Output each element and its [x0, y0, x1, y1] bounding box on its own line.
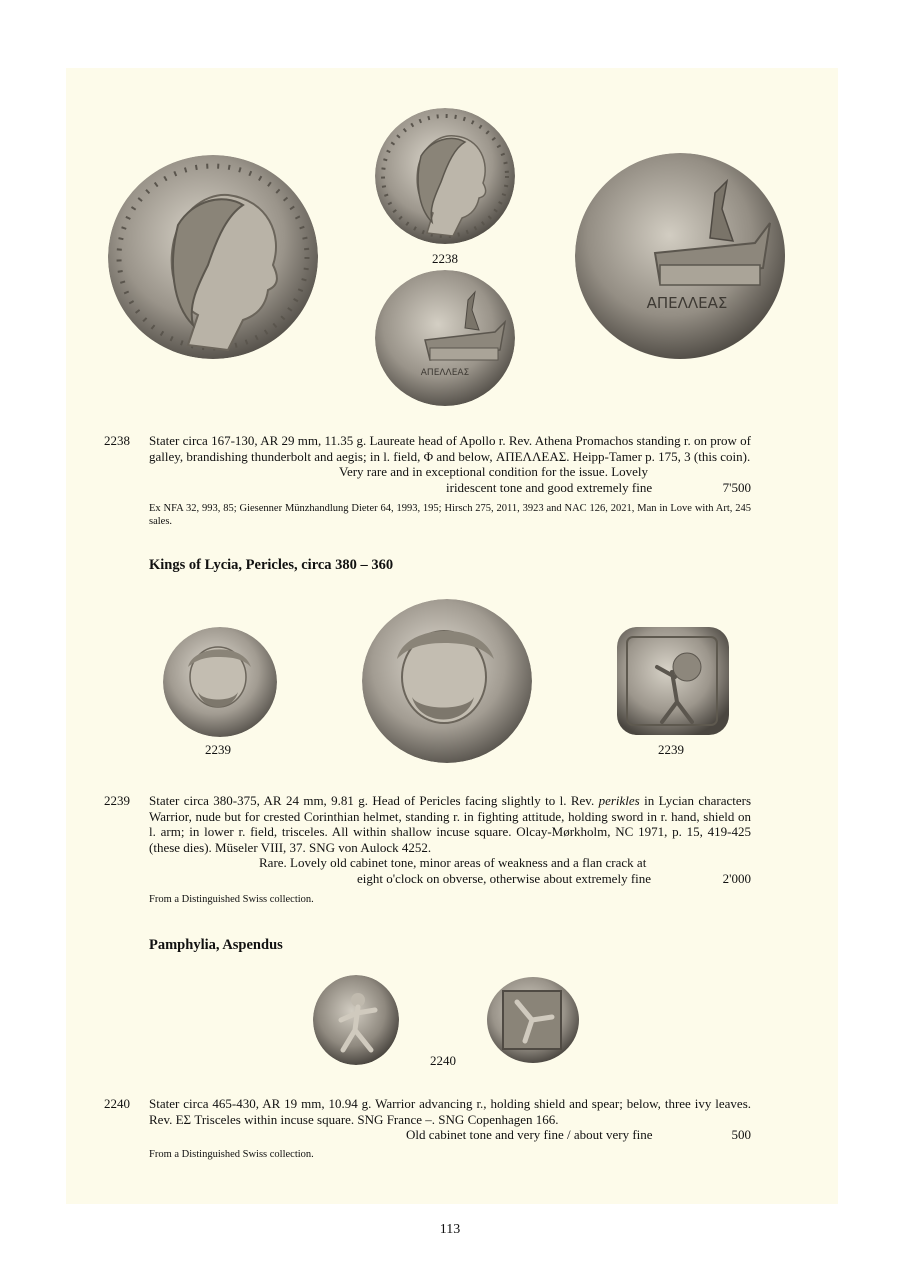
- section-heading: Kings of Lycia, Pericles, circa 380 – 360: [149, 557, 394, 573]
- lot-description: Stater circa 465-430, AR 19 mm, 10.94 g. Warrior advancing r., holding shield and spear; below, three ivy leaves. Rev. ΕΣ Trisceles within incuse square. SNG France –. SNG Copenhagen 166.: [149, 1096, 751, 1127]
- coin-2240-label: 2240: [430, 1053, 456, 1068]
- lot-description-part: Stater circa 380-375, AR 24 mm, 9.81 g. Head of Pericles facing slightly to l. Rev.: [149, 793, 599, 808]
- lot-number: 2240: [104, 1096, 130, 1111]
- coin-2238-obverse: [375, 108, 515, 244]
- lot-condition-line1: Very rare and in exceptional condition for the issue. Lovely: [339, 464, 649, 479]
- coin-2238-reverse-enlarged-legend: ΑΠΕΛΛΕΑΣ: [646, 294, 728, 312]
- coin-2238-reverse-enlarged: [575, 153, 786, 360]
- lot-condition-line1: Rare. Lovely old cabinet tone, minor areas of weakness and a flan crack at: [259, 855, 647, 870]
- lot-description-part: in Lycian characters Warrior, nude but for crested Corinthian helmet, standing r. in fighting attitude, holding sword in r. hand, shield on l. arm; in lower r. field, trisceles. All within shallow incuse square. Olcay-Mørkholm, NC 1971, p. 15, 419-425 (these dies). Müseler VIII, 37. SNG von Aulock 4252.: [149, 793, 752, 855]
- lot-description-italic: perikles: [598, 793, 640, 808]
- coin-2239-obverse: [163, 627, 277, 737]
- section-heading: Pamphylia, Aspendus: [149, 937, 283, 953]
- coin-2240-obverse: [313, 975, 399, 1065]
- lot-condition-line2: iridescent tone and good extremely fine: [446, 480, 653, 495]
- coin-2239-label-left: 2239: [205, 742, 231, 757]
- coin-2239-reverse: [617, 627, 729, 735]
- coin-2238-obverse-enlarged: [108, 155, 318, 359]
- lot-estimate: 500: [731, 1127, 751, 1142]
- page-number: 113: [439, 1222, 461, 1237]
- lot-estimate: 2'000: [722, 871, 751, 886]
- coin-2238-reverse-legend: ΑΠΕΛΛΕΑΣ: [420, 368, 470, 378]
- lot-number: 2238: [104, 433, 130, 448]
- lot-number: 2239: [104, 793, 130, 808]
- coin-2238-reverse: [375, 270, 515, 406]
- lot-provenance: From a Distinguished Swiss collection.: [149, 1149, 314, 1160]
- lot-provenance: From a Distinguished Swiss collection.: [149, 894, 314, 905]
- lot-description: Stater circa 167-130, AR 29 mm, 11.35 g. Laureate head of Apollo r. Rev. Athena Promachos standing r. on prow of galley, brandishing thunderbolt and aegis; in l. field, Φ and below, ΑΠΕΛΛΕΑΣ. Heipp-Tamer p. 175, 3 (this coin).: [149, 433, 751, 464]
- coin-2238-label: 2238: [432, 251, 458, 266]
- lot-condition-line2: eight o'clock on obverse, otherwise about extremely fine: [357, 871, 652, 886]
- coin-2239-label-right: 2239: [658, 742, 684, 757]
- lot-condition-line1: Old cabinet tone and very fine / about very fine: [406, 1127, 653, 1142]
- coin-2239-obverse-enlarged: [362, 599, 532, 763]
- lot-estimate: 7'500: [722, 480, 751, 495]
- coin-2240-reverse: [487, 977, 580, 1064]
- lot-provenance: Ex NFA 32, 993, 85; Giesenner Münzhandlung Dieter 64, 1993, 195; Hirsch 275, 2011, 3923 and NAC 126, 2021, Man in Love with Art, 245 sales.: [149, 503, 751, 527]
- lot-description: [149, 793, 751, 855]
